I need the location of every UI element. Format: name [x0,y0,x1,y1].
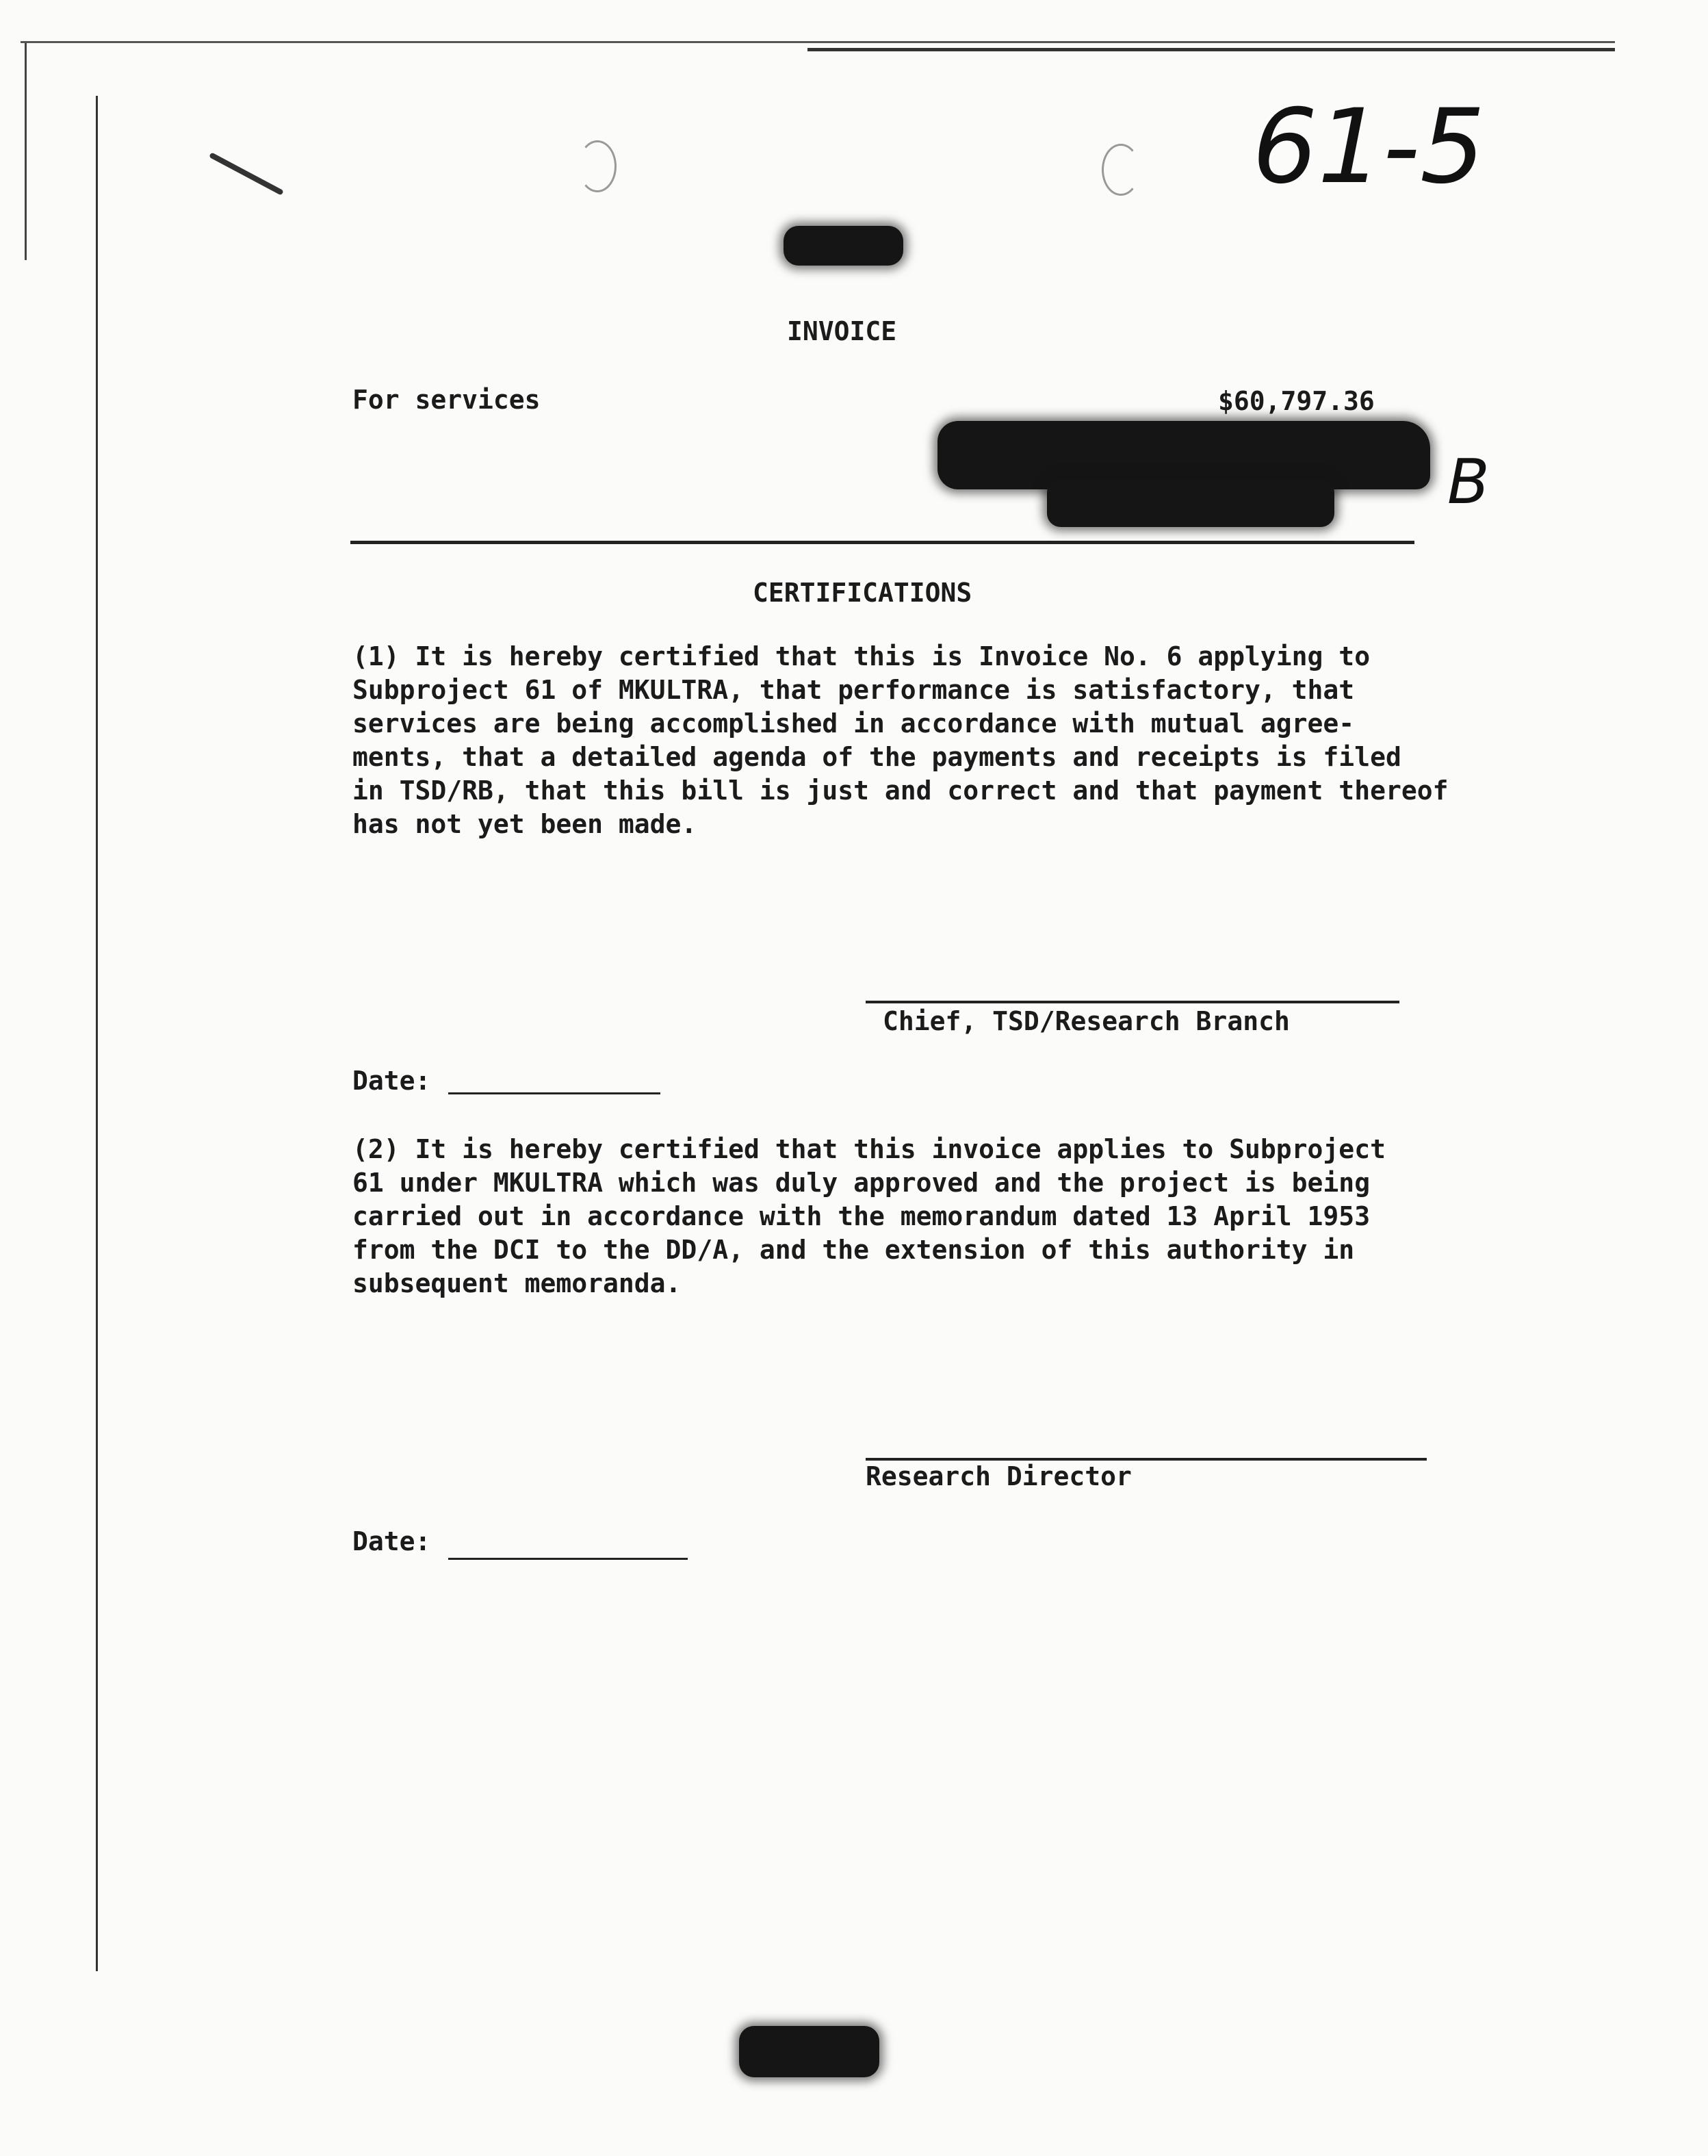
cert1-line-2: Subproject 61 of MKULTRA, that performance is satisfactory, that [352,675,1355,705]
classification-redaction-bottom [739,2026,879,2077]
signer-2-title: Research Director [866,1461,1132,1491]
page-number-handwritten: 61-5 [1252,88,1486,207]
cert1-line-1: (1) It is hereby certified that this is Invoice No. 6 applying to [352,641,1371,671]
scan-mark-circle [578,140,617,192]
section-divider [350,541,1414,544]
top-edge-line-2 [807,48,1615,51]
cert1-line-4: ments, that a detailed agenda of the payments and receipts is filed [352,742,1401,772]
date-line-1 [448,1092,660,1094]
invoice-title: INVOICE [787,316,897,346]
classification-redaction-top [784,226,903,266]
date-line-2 [448,1558,688,1560]
cert2-line-1: (2) It is hereby certified that this invoice applies to Subproject [352,1134,1386,1164]
cert2-line-2: 61 under MKULTRA which was duly approved and the project is being [352,1168,1371,1198]
certification-1 [352,640,1448,841]
left-binding-line [25,41,27,260]
cert2-line-4: from the DCI to the DD/A, and the extension of this authority in [352,1235,1355,1265]
top-edge-line [21,41,1615,43]
invoice-amount: $60,797.36 [1218,386,1375,416]
certification-2 [352,1133,1386,1300]
scan-mark-left [209,152,284,195]
scan-mark-circle-2 [1102,144,1140,196]
signer-1-title: Chief, TSD/Research Branch [883,1006,1290,1036]
cert1-line-5: in TSD/RB, that this bill is just and correct and that payment thereof [352,775,1449,806]
cert2-line-5: subsequent memoranda. [352,1268,682,1298]
certifications-heading: CERTIFICATIONS [753,578,972,608]
cert2-line-3: carried out in accordance with the memorandum dated 13 April 1953 [352,1201,1371,1231]
cert1-line-6: has not yet been made. [352,809,697,839]
date-label-2: Date: [352,1526,431,1556]
date-label-1: Date: [352,1066,431,1096]
services-label: For services [352,385,541,415]
payee-redaction-lower [1047,479,1334,527]
signature-line-1 [866,1001,1399,1003]
cert1-line-3: services are being accomplished in accordance with mutual agree- [352,708,1355,739]
margin-mark-handwritten: B [1447,446,1490,518]
left-margin-line [96,96,98,1971]
